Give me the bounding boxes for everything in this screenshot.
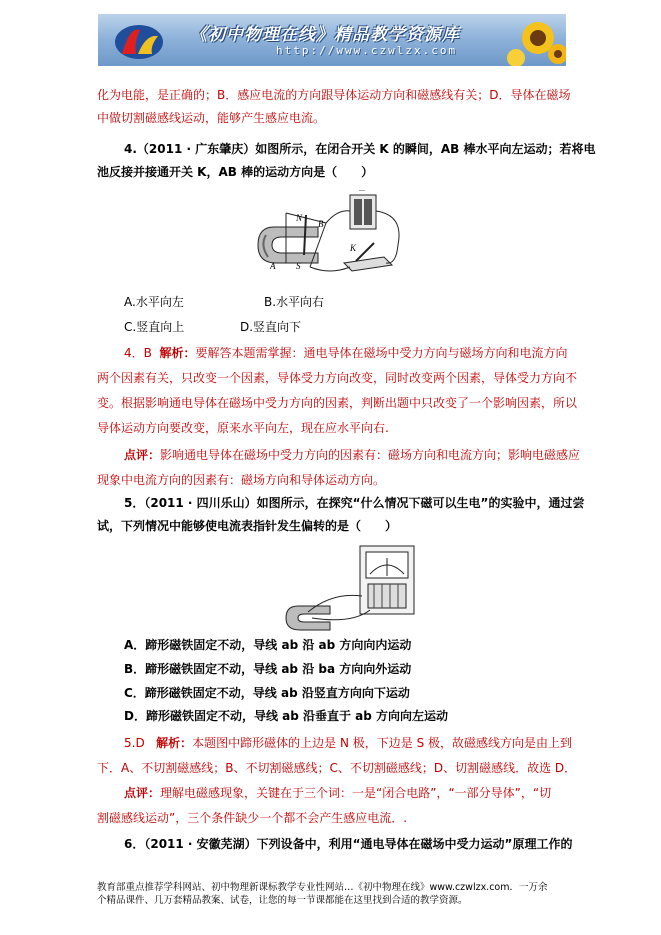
q5-comment-line-1 bbox=[124, 787, 551, 800]
q5-option-d: D．蹄形磁铁固定不动，导线 ab 沿垂直于 ab 方向向左运动 bbox=[124, 709, 449, 723]
footer-line-2: 个精品课件、几万套精品教案、试卷，让您的每一节课都能在这里找到合适的教学资源。 bbox=[97, 895, 468, 906]
header-title: 《初中物理在线》精品教学资源库 bbox=[190, 25, 460, 45]
q5-option-c: C．蹄形磁铁固定不动，导线 ab 沿竖直方向向下运动 bbox=[124, 686, 410, 700]
q6-stem-line-1: 6．（2011 · 安徽芜湖）下列设备中，利用“通电导体在磁场中受力运动”原理工作的 bbox=[124, 837, 573, 851]
q4-option-c: C.竖直向上 bbox=[124, 320, 185, 334]
q5-answer-label: 解析： bbox=[156, 736, 193, 750]
q4-comment-line-2: 现象中电流方向的因素有：磁场方向和导体运动方向。 bbox=[97, 473, 386, 487]
q4-answer-prefix: 4．B bbox=[124, 346, 152, 360]
q4-comment-line-1 bbox=[124, 449, 580, 462]
q5-stem-line-1: 5．（2011 · 四川乐山）如图所示，在探究“什么情况下磁可以生电”的实验中，通过尝 bbox=[124, 496, 585, 510]
q4-answer-line-1 bbox=[124, 347, 568, 360]
q4-answer-label: 解析： bbox=[159, 346, 196, 360]
q4-answer-line-4: 导体运动方向要改变，原来水平向左，现在应水平向右. bbox=[97, 421, 389, 435]
q4-answer-line-2: 两个因素有关，只改变一个因素，导体受力方向改变，同时改变两个因素，导体受力方向不 bbox=[97, 371, 578, 385]
q4-stem-line-2: 池反接并接通开关 K，AB 棒的运动方向是（ ） bbox=[97, 165, 374, 179]
q5-answer-prefix: 5.D bbox=[124, 736, 145, 750]
header-url[interactable]: http://www.czwlzx.com bbox=[276, 44, 458, 57]
q4-option-a: A.水平向左 bbox=[124, 295, 184, 309]
fig4-label-k: K bbox=[350, 243, 357, 253]
q4-option-b: B.水平向右 bbox=[264, 295, 325, 309]
q5-stem-line-2: 试，下列情况中能够使电流表指针发生偏转的是（ ） bbox=[97, 519, 398, 533]
fig4-label-s: S bbox=[296, 261, 301, 271]
q4-comment-label: 点评： bbox=[124, 448, 161, 462]
q4-answer-line-3: 变。根据影响通电导体在磁场中受力方向的因素，判断出题中只改变了一个影响因素，所以 bbox=[97, 396, 578, 410]
q5-figure bbox=[282, 544, 422, 634]
q5-option-b: B．蹄形磁铁固定不动，导线 ab 沿 ba 方向向外运动 bbox=[124, 662, 412, 676]
q4-stem-line-1: 4.（2011 · 广东肇庆）如图所示，在闭合开关 K 的瞬间，AB 棒水平向左运动；若将电 bbox=[124, 142, 596, 156]
q4-option-d: D.竖直向下 bbox=[240, 320, 302, 334]
fig4-label-a: A bbox=[270, 261, 276, 271]
q5-comment-line-2: 割磁感线运动”，三个条件缺少一个都不会产生感应电流．. bbox=[97, 811, 408, 825]
q5-answer-line-2: 下．A、不切割磁感线；B、不切割磁感线；C、不切割磁感线；D、切割磁感线．故选 D． bbox=[97, 761, 577, 775]
fig4-label-n: N bbox=[296, 213, 303, 223]
sunflower-icon bbox=[496, 14, 566, 66]
footer-line-1: 教育部重点推荐学科网站、初中物理新课标教学专业性网站…《初中物理在线》www.czwlzx.com．一万余 bbox=[97, 882, 548, 893]
q4-comment-text-1: 影响通电导体在磁场中受力方向的因素有：磁场方向和电流方向；影响电磁感应 bbox=[160, 448, 581, 462]
q5-answer-text-1: 本题图中蹄形磁体的上边是 N 极，下边是 S 极，故磁感线方向是由上到 bbox=[192, 736, 573, 750]
fig4-label-minus: － bbox=[358, 186, 366, 195]
header-banner bbox=[98, 14, 566, 66]
continuation-line-2: 中做切割磁感线运动，能够产生感应电流。 bbox=[97, 111, 326, 125]
fig4-label-b: B bbox=[318, 219, 324, 229]
q5-option-a: A．蹄形磁铁固定不动，导线 ab 沿 ab 方向向内运动 bbox=[124, 638, 412, 652]
q4-figure bbox=[246, 185, 406, 285]
continuation-line-1: 化为电能，是正确的；B．感应电流的方向跟导体运动方向和磁感线有关；D．导体在磁场 bbox=[97, 88, 571, 102]
q4-answer-text-1: 要解答本题需掌握：通电导体在磁场中受力方向与磁场方向和电流方向 bbox=[195, 346, 568, 360]
page-footer bbox=[97, 881, 587, 907]
site-logo-icon bbox=[112, 20, 166, 62]
q5-comment-text-1: 理解电磁感现象，关键在于三个词：一是“闭合电路”，“一部分导体”，“切 bbox=[160, 786, 552, 800]
q5-comment-label: 点评： bbox=[124, 786, 161, 800]
q5-answer-line-1 bbox=[124, 737, 572, 750]
